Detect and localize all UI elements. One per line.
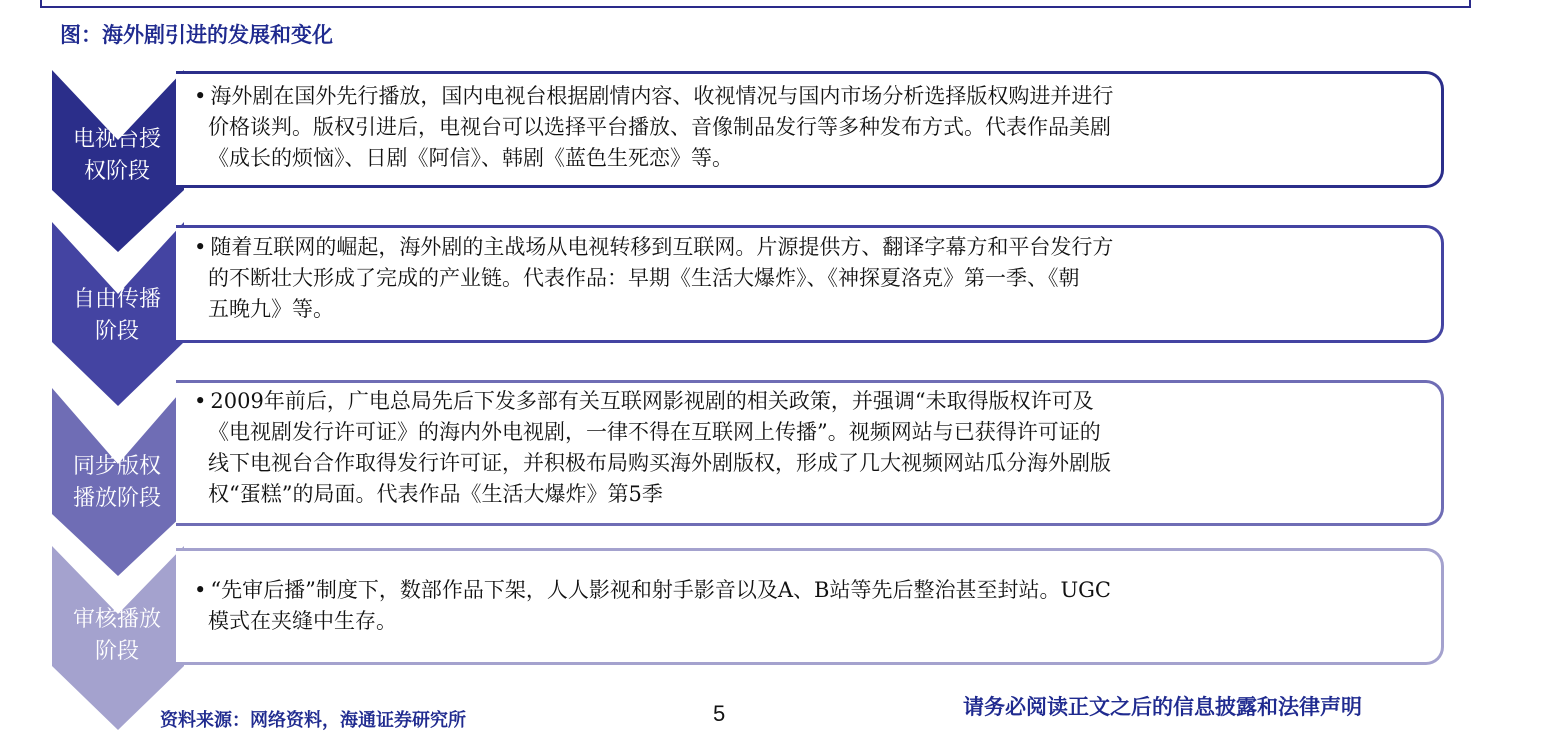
stage-3-label-line1: 同步版权 (72, 454, 161, 479)
stage-3-label-line2: 播放阶段 (72, 486, 161, 511)
figure-title: 图：海外剧引进的发展和变化 (60, 22, 333, 47)
stage-1-label-line1: 电视台授 (72, 127, 161, 152)
stage-2-label (56, 284, 178, 348)
stage-2-label-line1: 自由传播 (72, 287, 161, 312)
stage-4-text (194, 575, 1111, 637)
stage-3-label (56, 451, 178, 515)
stage-4-label (56, 604, 178, 668)
stage-3-text (194, 386, 1111, 510)
stage-4-line: • “先审后播”制度下，数部作品下架，人人影视和射手影音以及A、B站等先后整治甚至封站。UGC (194, 578, 1111, 602)
top-frame-border (40, 0, 1471, 8)
stage-1-text (194, 81, 1113, 174)
stage-3-line: • 2009年前后，广电总局先后下发多部有关互联网影视剧的相关政策，并强调“未取得版权许可及 (194, 389, 1094, 413)
stage-2-line: 的不断壮大形成了完成的产业链。代表作品：早期《生活大爆炸》、《神探夏洛克》第一季、《朝 (208, 266, 1080, 290)
stage-4-label-line2: 阶段 (94, 639, 139, 664)
stage-2-label-line2: 阶段 (94, 319, 139, 344)
stage-2-line: • 随着互联网的崛起，海外剧的主战场从电视转移到互联网。片源提供方、翻译字幕方和平台发行方 (194, 235, 1114, 259)
source-note: 资料来源：网络资料，海通证券研究所 (160, 710, 466, 731)
stage-1-line: 《成长的烦恼》、日剧《阿信》、韩剧《蓝色生死恋》等。 (208, 146, 733, 170)
stage-1-line: • 海外剧在国外先行播放，国内电视台根据剧情内容、收视情况与国内市场分析选择版权购进并进行 (194, 84, 1114, 108)
stage-3-line: 权“蛋糕”的局面。代表作品《生活大爆炸》第5季 (208, 482, 663, 506)
stage-1-label-line2: 权阶段 (83, 159, 150, 184)
stage-2-line: 五晚九》等。 (208, 297, 334, 321)
stage-3-line: 线下电视台合作取得发行许可证，并积极布局购买海外剧版权，形成了几大视频网站瓜分海外剧版 (208, 451, 1111, 475)
stage-4-line: 模式在夹缝中生存。 (208, 609, 397, 633)
stage-1-line: 价格谈判。版权引进后，电视台可以选择平台播放、音像制品发行等多种发布方式。代表作品美剧 (208, 115, 1111, 139)
stage-3-line: 《电视剧发行许可证》的海内外电视剧，一律不得在互联网上传播”。视频网站与已获得许可证的 (208, 420, 1101, 444)
stage-4-label-line1: 审核播放 (72, 607, 161, 632)
stage-1-label (56, 124, 178, 188)
stage-2-text (194, 232, 1113, 325)
page-number: 5 (713, 701, 726, 726)
legal-disclaimer: 请务必阅读正文之后的信息披露和法律声明 (963, 694, 1362, 719)
